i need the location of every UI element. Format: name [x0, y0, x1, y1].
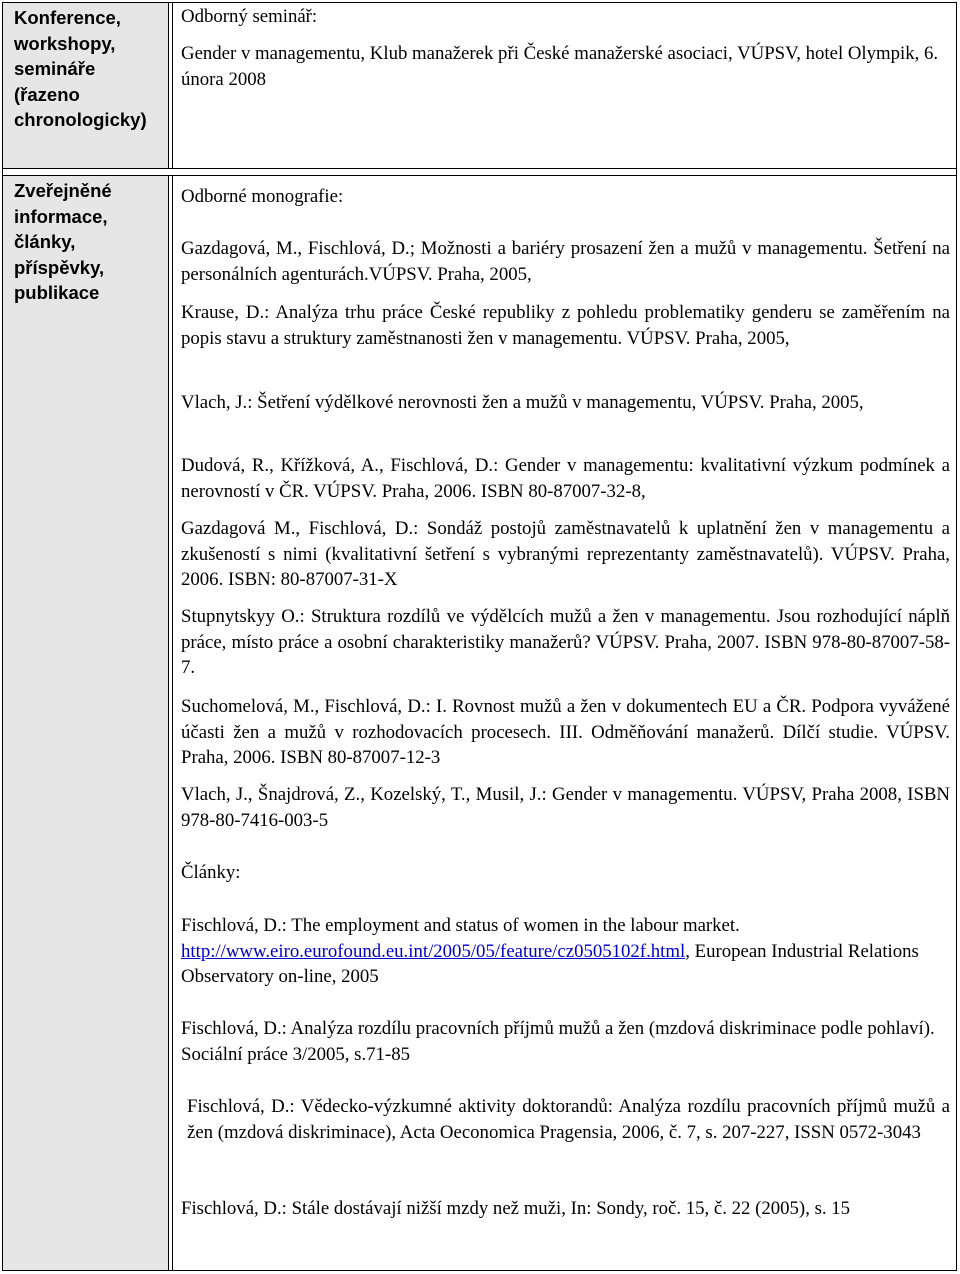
- monograph-entry: Stupnytskyy O.: Struktura rozdílů ve výdělcích mužů a žen v managementu. Jsou rozhodující náplň práce, místo práce a osobní charakteristiky manažerů? VÚPSV. Praha, 2007. ISBN 978-80-87007-58-7.: [181, 606, 950, 678]
- row-label-cell: [3, 3, 169, 168]
- monograph-entry: Vlach, J.: Šetření výdělkové nerovnosti žen a mužů v managementu, VÚPSV. Praha, 2005,: [181, 392, 864, 413]
- article-text: Fischlová, D.: The employment and status of women in the labour market.: [181, 915, 740, 936]
- column-divider: [172, 3, 173, 168]
- seminar-heading: Odborný seminář:: [181, 6, 318, 27]
- monograph-entry: Krause, D.: Analýza trhu práce České republiky z pohledu problematiky genderu se zaměřením na popis stavu a struktury zaměstnanosti žen v managementu. VÚPSV. Praha, 2005,: [181, 302, 950, 349]
- articles-heading: Články:: [181, 862, 241, 883]
- content-table: [2, 2, 957, 1271]
- monograph-entry: Dudová, R., Křížková, A., Fischlová, D.: Gender v managementu: kvalitativní výzkum podmínek a nerovností v ČR. VÚPSV. Praha, 2006. ISBN 80-87007-32-8,: [181, 455, 950, 502]
- monograph-entry: Gazdagová M., Fischlová, D.: Sondáž postojů zaměstnavatelů k uplatnění žen v managementu a zkušeností s nimi (kvalitativní šetření s vybranými reprezentanty zaměstnavatelů). VÚPSV. Praha, 2006. ISBN: 80-87007-31-X: [181, 518, 950, 590]
- table-row-publications: [3, 175, 956, 1270]
- row-label: Konference, workshopy, semináře (řazeno chronologicky): [14, 7, 147, 130]
- article-link[interactable]: http://www.eiro.eurofound.eu.int/2005/05/feature/cz0505102f.html: [181, 940, 686, 962]
- article-entry: Fischlová, D.: Stále dostávají nižší mzdy než muži, In: Sondy, roč. 15, č. 22 (2005), s. 15: [181, 1198, 851, 1219]
- monograph-entry: Suchomelová, M., Fischlová, D.: I. Rovnost mužů a žen v dokumentech EU a ČR. Podpora vyvážené účasti žen a mužů v rozhodovacích procesech. III. Odměňování manažerů. Dílčí studie. VÚPSV. Praha, 2006. ISBN 80-87007-12-3: [181, 696, 950, 768]
- article-entry: Fischlová, D.: Analýza rozdílu pracovních příjmů mužů a žen (mzdová diskriminace podle pohlaví). Sociální práce 3/2005, s.71-85: [181, 1018, 935, 1065]
- monograph-entry: Gazdagová, M., Fischlová, D.; Možnosti a bariéry prosazení žen a mužů v managementu. Šetření na personálních agenturách.VÚPSV. Praha, 2005,: [181, 238, 950, 285]
- article-entry: Fischlová, D.: Vědecko-výzkumné aktivity doktorandů: Analýza rozdílu pracovních příjmů mužů a žen (mzdová diskriminace), Acta Oeconomica Pragensia, 2006, č. 7, s. 207-227, ISSN 0572-3043: [187, 1096, 950, 1143]
- row-label: Zveřejněné informace, články, příspěvky, publikace: [14, 180, 112, 303]
- monographs-heading: Odborné monografie:: [181, 186, 344, 207]
- row-content-cell: [181, 176, 950, 1270]
- monograph-entry: Vlach, J., Šnajdrová, Z., Kozelský, T., Musil, J.: Gender v managementu. VÚPSV, Praha 2008, ISBN 978-80-7416-003-5: [181, 784, 950, 831]
- article-entry: [181, 913, 950, 990]
- row-content-cell: [181, 3, 950, 168]
- article-text: , European Industrial Relations Observatory on-line, 2005: [181, 940, 919, 987]
- row-label-cell: [3, 176, 169, 1270]
- table-row-conferences: [3, 3, 956, 169]
- seminar-text: Gender v managementu, Klub manažerek při České manažerské asociaci, VÚPSV, hotel Olympik, 6. února 2008: [181, 43, 939, 90]
- column-divider: [172, 176, 173, 1270]
